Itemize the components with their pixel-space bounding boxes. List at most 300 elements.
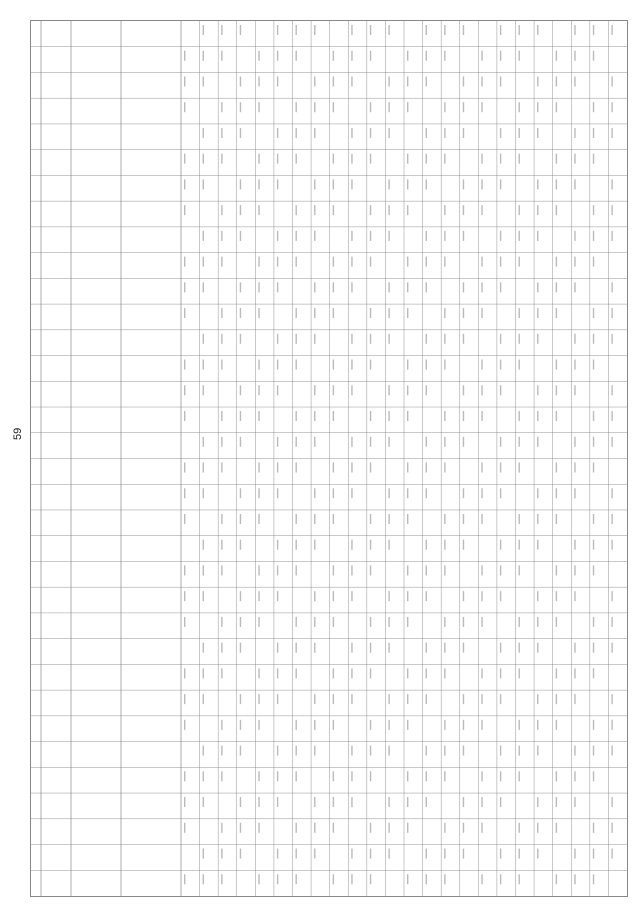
table-cell-mark [388, 128, 389, 138]
table-cell-mark [407, 874, 408, 884]
table-cell-mark [556, 179, 557, 189]
table-cell-mark [203, 874, 204, 884]
table-cell-mark [203, 849, 204, 859]
table-cell-mark [593, 540, 594, 550]
table-cell-mark [314, 205, 315, 215]
table-cell-mark [333, 668, 334, 678]
table-cell-mark [351, 385, 352, 395]
table-cell-mark [240, 488, 241, 498]
table-cell-mark [277, 25, 278, 35]
table-cell-mark [388, 76, 389, 86]
table-cell-mark [426, 76, 427, 86]
table-cell-mark [314, 437, 315, 447]
table-cell-mark [444, 874, 445, 884]
table-cell-mark [574, 668, 575, 678]
table-cell-mark [351, 643, 352, 653]
table-cell-mark [611, 334, 612, 344]
table-cell-mark [203, 797, 204, 807]
table-cell-mark [333, 179, 334, 189]
table-cell-mark [519, 437, 520, 447]
table-cell-mark [333, 463, 334, 473]
table-cell-mark [463, 128, 464, 138]
table-cell-mark [444, 617, 445, 627]
table-cell-mark [407, 360, 408, 370]
table-cell-mark [611, 823, 612, 833]
table-cell-mark [258, 720, 259, 730]
table-cell-mark [500, 694, 501, 704]
table-cell-mark [240, 643, 241, 653]
table-cell-mark [426, 849, 427, 859]
table-cell-mark [221, 154, 222, 164]
table-cell-mark [240, 231, 241, 241]
table-cell-mark [333, 771, 334, 781]
table-cell-mark [184, 874, 185, 884]
table-cell-mark [519, 411, 520, 421]
table-cell-mark [519, 102, 520, 112]
table-cell-mark [221, 540, 222, 550]
table-cell-mark [333, 51, 334, 61]
table-cell-mark [314, 411, 315, 421]
table-cell-mark [407, 463, 408, 473]
table-cell-mark [314, 823, 315, 833]
table-cell-mark [221, 231, 222, 241]
table-cell-mark [407, 179, 408, 189]
table-cell-mark [370, 308, 371, 318]
table-cell-mark [500, 540, 501, 550]
table-cell-mark [184, 823, 185, 833]
table-cell-mark [258, 565, 259, 575]
table-cell-mark [351, 154, 352, 164]
table-cell-mark [481, 308, 482, 318]
table-cell-mark [537, 411, 538, 421]
table-cell-mark [296, 874, 297, 884]
table-cell-mark [351, 51, 352, 61]
table-cell-mark [611, 746, 612, 756]
table-cell-mark [556, 823, 557, 833]
table-cell-mark [184, 411, 185, 421]
table-cell-mark [296, 540, 297, 550]
table-cell-mark [444, 668, 445, 678]
table-cell-mark [370, 849, 371, 859]
table-cell-mark [481, 771, 482, 781]
table-cell-mark [277, 360, 278, 370]
table-cell-mark [556, 385, 557, 395]
table-cell-mark [593, 128, 594, 138]
table-cell-mark [537, 334, 538, 344]
table-cell-mark [593, 257, 594, 267]
table-cell-mark [519, 51, 520, 61]
table-cell-mark [258, 488, 259, 498]
table-cell-mark [481, 823, 482, 833]
table-cell-mark [370, 514, 371, 524]
table-cell-mark [519, 257, 520, 267]
table-cell-mark [463, 205, 464, 215]
table-cell-mark [388, 488, 389, 498]
table-cell-mark [370, 771, 371, 781]
table-cell-mark [463, 76, 464, 86]
table-cell-mark [611, 282, 612, 292]
table-cell-mark [221, 643, 222, 653]
table-cell-mark [444, 437, 445, 447]
table-cell-mark [519, 205, 520, 215]
table-cell-mark [333, 874, 334, 884]
table-cell-mark [500, 565, 501, 575]
table-cell-mark [481, 591, 482, 601]
table-cell-mark [519, 514, 520, 524]
table-cell-mark [574, 874, 575, 884]
table-cell-mark [444, 308, 445, 318]
table-cell-mark [370, 205, 371, 215]
table-cell-mark [500, 231, 501, 241]
table-cell-mark [314, 282, 315, 292]
table-cell-mark [463, 25, 464, 35]
table-cell-mark [258, 617, 259, 627]
table-cell-mark [333, 720, 334, 730]
table-cell-mark [537, 643, 538, 653]
table-cell-mark [240, 205, 241, 215]
table-cell-mark [426, 51, 427, 61]
table-cell-mark [370, 360, 371, 370]
table-cell-mark [240, 617, 241, 627]
table-cell-mark [556, 797, 557, 807]
table-cell-mark [463, 334, 464, 344]
table-cell-mark [296, 617, 297, 627]
table-cell-mark [296, 205, 297, 215]
table-cell-mark [500, 25, 501, 35]
table-cell-mark [444, 25, 445, 35]
table-cell-mark [203, 179, 204, 189]
table-cell-mark [407, 411, 408, 421]
table-cell-mark [574, 282, 575, 292]
table-cell-mark [333, 385, 334, 395]
table-cell-mark [333, 308, 334, 318]
table-cell-mark [593, 514, 594, 524]
table-cell-mark [407, 76, 408, 86]
table-cell-mark [574, 25, 575, 35]
table-cell-mark [388, 231, 389, 241]
table-cell-mark [314, 514, 315, 524]
table-cell-mark [221, 51, 222, 61]
table-cell-mark [611, 102, 612, 112]
table-cell-mark [314, 591, 315, 601]
table-cell-mark [444, 102, 445, 112]
table-cell-mark [221, 205, 222, 215]
table-cell-mark [277, 797, 278, 807]
table-cell-mark [203, 540, 204, 550]
table-cell-mark [426, 463, 427, 473]
table-cell-mark [426, 746, 427, 756]
table-cell-mark [463, 282, 464, 292]
table-cell-mark [574, 51, 575, 61]
table-cell-mark [407, 308, 408, 318]
table-cell-mark [370, 25, 371, 35]
table-cell-mark [370, 411, 371, 421]
table-cell-mark [519, 720, 520, 730]
table-cell-mark [463, 488, 464, 498]
table-cell-mark [203, 565, 204, 575]
table-cell-mark [277, 463, 278, 473]
table-cell-mark [277, 643, 278, 653]
table-cell-mark [481, 51, 482, 61]
table-cell-mark [184, 771, 185, 781]
table-cell-mark [370, 746, 371, 756]
table-cell-mark [240, 179, 241, 189]
table-cell-mark [388, 617, 389, 627]
table-cell-mark [203, 282, 204, 292]
table-cell-mark [593, 643, 594, 653]
table-cell-mark [519, 617, 520, 627]
table-cell-mark [407, 514, 408, 524]
table-cell-mark [333, 154, 334, 164]
table-cell-mark [537, 797, 538, 807]
table-cell-mark [500, 463, 501, 473]
table-cell-mark [221, 771, 222, 781]
table-cell-mark [258, 308, 259, 318]
table-cell-mark [537, 385, 538, 395]
table-cell-mark [537, 282, 538, 292]
table-cell-mark [240, 514, 241, 524]
table-cell-mark [184, 257, 185, 267]
table-cell-mark [388, 334, 389, 344]
table-cell-mark [574, 488, 575, 498]
table-cell-mark [221, 849, 222, 859]
table-cell-mark [184, 76, 185, 86]
table-cell-mark [333, 102, 334, 112]
table-cell-mark [370, 154, 371, 164]
table-cell-mark [296, 334, 297, 344]
table-cell-mark [593, 437, 594, 447]
table-cell-mark [556, 411, 557, 421]
table-cell-mark [370, 643, 371, 653]
table-cell-mark [500, 797, 501, 807]
table-cell-mark [556, 308, 557, 318]
table-cell-mark [370, 102, 371, 112]
table-cell-mark [426, 360, 427, 370]
table-cell-mark [611, 797, 612, 807]
table-cell-mark [500, 385, 501, 395]
table-cell-mark [556, 771, 557, 781]
table-cell-mark [481, 360, 482, 370]
table-cell-mark [333, 488, 334, 498]
table-cell-mark [351, 25, 352, 35]
table-cell-mark [426, 643, 427, 653]
rotated-budget-table [30, 20, 628, 897]
table-cell-mark [537, 514, 538, 524]
table-cell-mark [519, 643, 520, 653]
table-cell-mark [277, 385, 278, 395]
table-cell-mark [240, 720, 241, 730]
table-cell-mark [574, 463, 575, 473]
table-cell-mark [240, 591, 241, 601]
table-cell-mark [407, 385, 408, 395]
table-cell-mark [500, 334, 501, 344]
table-cell-mark [388, 746, 389, 756]
table-cell-mark [240, 128, 241, 138]
table-cell-mark [388, 643, 389, 653]
table-cell-mark [611, 694, 612, 704]
table-cell-mark [407, 797, 408, 807]
table-cell-mark [184, 102, 185, 112]
table-cell-mark [407, 205, 408, 215]
table-cell-mark [333, 205, 334, 215]
table-cell-mark [296, 308, 297, 318]
table-cell-mark [240, 797, 241, 807]
table-cell-mark [314, 849, 315, 859]
table-cell-mark [463, 411, 464, 421]
table-cell-mark [611, 591, 612, 601]
table-cell-mark [388, 385, 389, 395]
table-cell-mark [184, 797, 185, 807]
table-cell-mark [221, 617, 222, 627]
table-cell-mark [296, 360, 297, 370]
table-cell-mark [258, 694, 259, 704]
table-cell-mark [351, 360, 352, 370]
table-cell-mark [611, 231, 612, 241]
table-cell-mark [519, 25, 520, 35]
table-cell-mark [593, 308, 594, 318]
table-cell-mark [258, 823, 259, 833]
table-cell-mark [351, 668, 352, 678]
table-cell-mark [444, 154, 445, 164]
table-cell-mark [203, 488, 204, 498]
table-cell-mark [184, 591, 185, 601]
table-cell-mark [519, 849, 520, 859]
table-cell-mark [333, 360, 334, 370]
table-cell-mark [537, 102, 538, 112]
table-cell-mark [388, 694, 389, 704]
table-cell-mark [537, 540, 538, 550]
table-cell-mark [296, 128, 297, 138]
table-cell-mark [203, 668, 204, 678]
table-cell-mark [426, 154, 427, 164]
table-cell-mark [314, 128, 315, 138]
table-cell-mark [277, 334, 278, 344]
table-cell-mark [351, 282, 352, 292]
table-cell-mark [388, 205, 389, 215]
table-cell-mark [221, 25, 222, 35]
table-cell-mark [500, 591, 501, 601]
table-cell-mark [463, 823, 464, 833]
table-cell-mark [537, 76, 538, 86]
table-cell-mark [296, 771, 297, 781]
table-cell-mark [370, 540, 371, 550]
table-cell-mark [463, 385, 464, 395]
table-cell-mark [333, 823, 334, 833]
table-cell-mark [351, 874, 352, 884]
table-cell-mark [370, 463, 371, 473]
table-cell-mark [258, 385, 259, 395]
table-cell-mark [556, 565, 557, 575]
table-cell-mark [258, 463, 259, 473]
table-cell-mark [444, 205, 445, 215]
table-cell-mark [351, 771, 352, 781]
table-cell-mark [500, 128, 501, 138]
table-cell-mark [444, 720, 445, 730]
table-cell-mark [258, 668, 259, 678]
table-cell-mark [556, 720, 557, 730]
table-cell-mark [184, 514, 185, 524]
table-cell-mark [370, 565, 371, 575]
table-cell-mark [444, 771, 445, 781]
table-cell-mark [556, 154, 557, 164]
table-cell-mark [481, 411, 482, 421]
table-cell-mark [426, 25, 427, 35]
table-cell-mark [314, 540, 315, 550]
table-cell-mark [388, 591, 389, 601]
table-cell-mark [277, 874, 278, 884]
table-cell-mark [556, 874, 557, 884]
table-cell-mark [574, 643, 575, 653]
table-cell-mark [314, 25, 315, 35]
table-cell-mark [537, 617, 538, 627]
table-cell-mark [258, 360, 259, 370]
table-cell-mark [370, 720, 371, 730]
table-cell-mark [593, 823, 594, 833]
table-cell-mark [426, 179, 427, 189]
table-cell-mark [444, 540, 445, 550]
table-cell-mark [519, 874, 520, 884]
table-cell-mark [556, 360, 557, 370]
table-cell-mark [574, 540, 575, 550]
table-cell-mark [240, 746, 241, 756]
table-cell-mark [370, 617, 371, 627]
table-cell-mark [426, 282, 427, 292]
table-cell-mark [481, 463, 482, 473]
table-cell-mark [258, 591, 259, 601]
table-cell-mark [314, 488, 315, 498]
table-cell-mark [519, 565, 520, 575]
table-cell-mark [593, 51, 594, 61]
table-cell-mark [463, 514, 464, 524]
table-cell-mark [333, 76, 334, 86]
table-cell-mark [426, 540, 427, 550]
table-cell-mark [221, 360, 222, 370]
table-cell-mark [556, 617, 557, 627]
table-cell-mark [184, 617, 185, 627]
table-cell-mark [388, 540, 389, 550]
table-cell-mark [426, 231, 427, 241]
table-cell-mark [351, 694, 352, 704]
table-cell-mark [426, 257, 427, 267]
table-cell-mark [388, 411, 389, 421]
table-cell-mark [258, 205, 259, 215]
table-cell-mark [184, 179, 185, 189]
table-cell-mark [258, 154, 259, 164]
table-cell-mark [221, 411, 222, 421]
table-cell-mark [611, 514, 612, 524]
table-cell-mark [314, 231, 315, 241]
table-cell-mark [481, 514, 482, 524]
table-cell-mark [388, 849, 389, 859]
table-cell-mark [537, 694, 538, 704]
table-cell-mark [258, 282, 259, 292]
table-cell-mark [481, 257, 482, 267]
table-cell-mark [519, 360, 520, 370]
table-cell-mark [388, 437, 389, 447]
table-cell-mark [314, 694, 315, 704]
table-cell-mark [463, 591, 464, 601]
table-cell-mark [203, 154, 204, 164]
table-cell-mark [537, 25, 538, 35]
table-cell-mark [184, 205, 185, 215]
table-cell-mark [537, 488, 538, 498]
table-cell-mark [519, 540, 520, 550]
table-cell-mark [221, 128, 222, 138]
table-cell-mark [277, 257, 278, 267]
table-cell-mark [203, 128, 204, 138]
table-cell-mark [574, 257, 575, 267]
table-cell-mark [203, 76, 204, 86]
